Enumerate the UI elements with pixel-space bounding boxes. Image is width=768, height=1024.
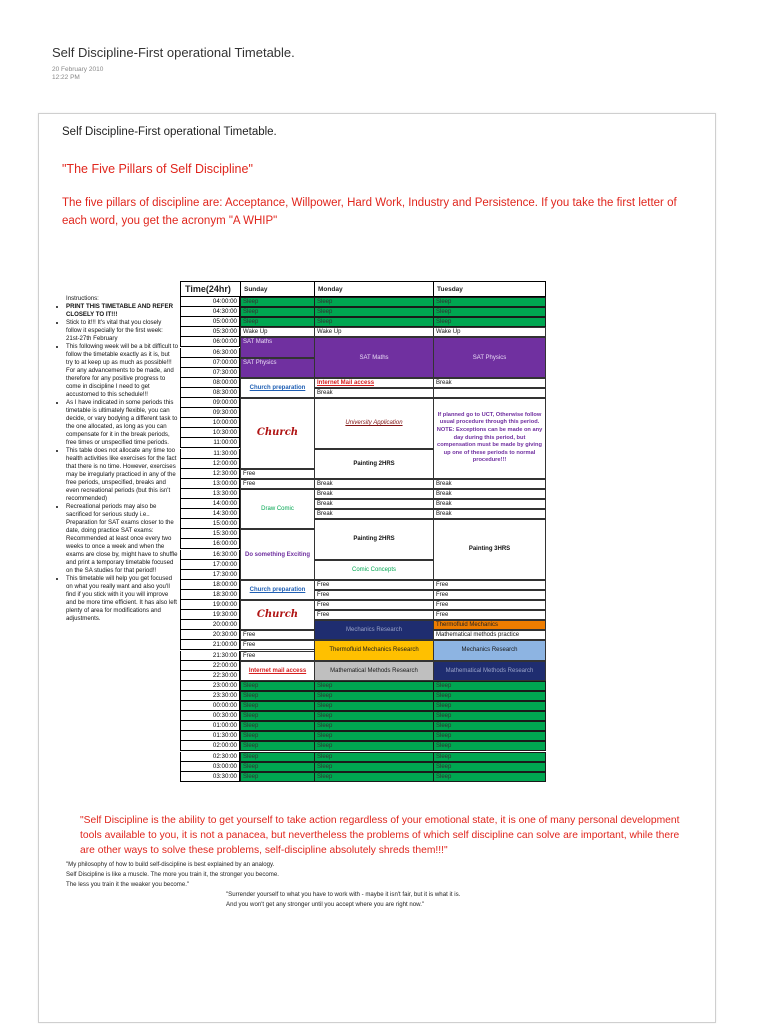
sleep-cell: Sleep xyxy=(240,681,315,691)
painting-cell xyxy=(433,519,546,580)
time-cell: 21:30:00 xyxy=(180,651,240,661)
sleep-cell: Sleep xyxy=(433,741,546,751)
time-cell: 15:30:00 xyxy=(180,529,240,539)
draw-comic-cell-label: Draw Comic xyxy=(261,506,294,513)
church-cell-label: Church xyxy=(256,609,299,621)
sleep-cell: Sleep xyxy=(314,731,434,741)
sleep-cell: Sleep xyxy=(314,721,434,731)
header-time: Time(24hr) xyxy=(180,281,240,297)
free-cell: Free xyxy=(433,600,546,610)
time-cell: 22:00:00 xyxy=(180,661,240,671)
sleep-cell: Sleep xyxy=(433,762,546,772)
instruction-item: • PRINT THIS TIMETABLE AND REFER CLOSELY TO IT!!! xyxy=(66,303,178,319)
time-cell: 07:30:00 xyxy=(180,368,240,378)
sleep-cell: Sleep xyxy=(433,711,546,721)
philosophy-quote xyxy=(66,860,466,890)
sleep-cell: Sleep xyxy=(314,772,434,782)
free-cell: Free xyxy=(314,590,434,600)
time-cell: 10:30:00 xyxy=(180,428,240,438)
instruction-item: • This timetable will help you get focused on what you really want and also you'll find if you stick with it you will improve and be more time efficient. It has also left plenty of area for modifications and adjustments. xyxy=(66,575,178,623)
sat-physics-cell: SAT Physics xyxy=(433,337,546,377)
page-date: 20 February 2010 xyxy=(52,66,104,73)
free-cell: Free xyxy=(240,479,315,489)
sleep-cell: Sleep xyxy=(433,307,546,317)
sleep-cell: Sleep xyxy=(314,762,434,772)
do-something-cell-label: Do something Exciting xyxy=(244,551,310,558)
break-cell: Break xyxy=(314,489,434,499)
sleep-cell: Sleep xyxy=(433,701,546,711)
sleep-cell: Sleep xyxy=(314,681,434,691)
header-sunday: Sunday xyxy=(240,281,315,297)
sleep-cell: Sleep xyxy=(240,762,315,772)
sleep-cell: Sleep xyxy=(433,681,546,691)
break-cell: Break xyxy=(433,489,546,499)
math-methods-practice-cell: Mathematical methods practice xyxy=(433,630,546,640)
mechanics-research-cell: Mechanics Research xyxy=(314,620,434,640)
time-cell: 11:00:00 xyxy=(180,438,240,448)
time-cell: 01:30:00 xyxy=(180,731,240,741)
sat-maths-cell: SAT Maths xyxy=(240,337,315,357)
time-cell: 09:30:00 xyxy=(180,408,240,418)
free-cell: Free xyxy=(314,600,434,610)
internet-mail-cell-label: Internet Mail access xyxy=(317,379,375,386)
sleep-cell: Sleep xyxy=(433,772,546,782)
thermofluid-research-cell: Thermofluid Mechanics Research xyxy=(314,640,434,660)
instruction-item: • Recreational periods may also be sacrificed for serious study i.e.. Preparation for SAT exams closer to the date, doing practice SAT exams: Recommended at least once every two weeks to once a week and when the exams are close by, might have to shuffle and print a temporary timetable focused on the SA studies for that period!! xyxy=(66,503,178,575)
wake-up-cell: Wake Up xyxy=(314,327,434,337)
sleep-cell: Sleep xyxy=(314,701,434,711)
sleep-cell: Sleep xyxy=(240,752,315,762)
painting-cell-label: Painting 2HRS xyxy=(353,460,395,467)
time-cell: 14:00:00 xyxy=(180,499,240,509)
sleep-cell: Sleep xyxy=(314,711,434,721)
do-something-cell xyxy=(240,529,315,580)
free-cell: Free xyxy=(314,580,434,590)
sleep-cell: Sleep xyxy=(433,752,546,762)
painting-cell-label: Painting 2HRS xyxy=(353,536,395,543)
sleep-cell: Sleep xyxy=(433,297,546,307)
time-cell: 20:30:00 xyxy=(180,630,240,640)
break-cell: Break xyxy=(433,509,546,519)
time-cell: 16:00:00 xyxy=(180,539,240,549)
time-cell: 16:30:00 xyxy=(180,550,240,560)
sleep-cell: Sleep xyxy=(314,752,434,762)
free-cell: Free xyxy=(314,610,434,620)
time-cell: 21:00:00 xyxy=(180,640,240,650)
time-cell: 19:00:00 xyxy=(180,600,240,610)
time-cell: 03:00:00 xyxy=(180,762,240,772)
break-cell: Break xyxy=(433,378,546,388)
page-title: Self Discipline-First operational Timetable. xyxy=(52,45,295,60)
time-cell: 11:30:00 xyxy=(180,449,240,459)
university-application-cell xyxy=(314,398,434,449)
math-methods-research-cell: Mathematical Methods Research xyxy=(314,661,434,681)
time-cell: 20:00:00 xyxy=(180,620,240,630)
free-cell: Free xyxy=(240,469,315,479)
empty-cell xyxy=(433,388,546,398)
internet-mail-cell xyxy=(314,378,434,388)
time-cell: 06:30:00 xyxy=(180,348,240,358)
sleep-cell: Sleep xyxy=(314,297,434,307)
church-preparation-cell xyxy=(240,378,315,398)
time-cell: 05:30:00 xyxy=(180,327,240,337)
time-cell: 17:00:00 xyxy=(180,560,240,570)
time-cell: 10:00:00 xyxy=(180,418,240,428)
church-cell xyxy=(240,398,315,469)
time-cell: 23:00:00 xyxy=(180,681,240,691)
church-cell xyxy=(240,600,315,630)
time-cell: 03:30:00 xyxy=(180,772,240,782)
sleep-cell: Sleep xyxy=(240,701,315,711)
free-cell: Free xyxy=(433,580,546,590)
instructions-heading: Instructions: xyxy=(66,295,99,302)
time-cell: 18:00:00 xyxy=(180,580,240,590)
comic-concepts-cell xyxy=(314,560,434,580)
internet-mail-cell xyxy=(240,661,315,681)
time-cell: 01:00:00 xyxy=(180,721,240,731)
time-cell: 06:00:00 xyxy=(180,337,240,347)
header-monday: Monday xyxy=(314,281,434,297)
time-cell: 05:00:00 xyxy=(180,317,240,327)
sat-physics-cell: SAT Physics xyxy=(240,358,315,378)
break-cell: Break xyxy=(314,509,434,519)
philosophy-line: "My philosophy of how to build self-discipline is best explained by an analogy. xyxy=(66,861,275,868)
time-cell: 04:30:00 xyxy=(180,307,240,317)
time-cell: 19:30:00 xyxy=(180,610,240,620)
surrender-quote xyxy=(226,890,686,910)
instructions xyxy=(50,295,178,623)
sleep-cell: Sleep xyxy=(314,307,434,317)
church-cell-label: Church xyxy=(256,427,299,439)
sleep-cell: Sleep xyxy=(433,721,546,731)
sleep-cell: Sleep xyxy=(433,731,546,741)
time-cell: 09:00:00 xyxy=(180,398,240,408)
self-discipline-quote: "Self Discipline is the ability to get yourself to take action regardless of your emotional state, it is one of many personal development tools available to you, it is not a panacea, but nevertheless the problems of which self discipline can solve are important, while there are other ways to solve these problems, self-discipline absolutely shreds them!!!" xyxy=(80,815,680,856)
instruction-item: • As I have indicated in some periods this timetable is ultimately flexible, you can decide, or vary bodying a different task to the one allocated, as long as you can compensate for it in the break periods, free times or unspecified time periods. xyxy=(66,399,178,447)
time-cell: 22:30:00 xyxy=(180,671,240,681)
time-cell: 15:00:00 xyxy=(180,519,240,529)
time-cell: 07:00:00 xyxy=(180,358,240,368)
church-preparation-cell-label: Church preparation xyxy=(249,384,306,391)
instruction-item: • This following week will be a bit difficult to follow the timetable exactly as it is, but try to at keep up as much as possible!!! For any advancements to be made, and therefore for any positive progress to come in discipline I need to get accustomed to this schedule!!! xyxy=(66,343,178,399)
sleep-cell: Sleep xyxy=(240,772,315,782)
internet-mail-cell-label: Internet mail access xyxy=(248,667,307,674)
sleep-cell: Sleep xyxy=(240,307,315,317)
painting-cell-label: Painting 3HRS xyxy=(468,546,511,553)
wake-up-cell: Wake Up xyxy=(240,327,315,337)
time-cell: 00:00:00 xyxy=(180,701,240,711)
break-cell: Break xyxy=(314,388,434,398)
document-title: Self Discipline-First operational Timetable. xyxy=(62,126,277,138)
university-application-cell-label: University Application xyxy=(345,420,403,427)
sleep-cell: Sleep xyxy=(314,691,434,701)
time-cell: 14:30:00 xyxy=(180,509,240,519)
instruction-item: • Stick to it!!! It's vital that you closely follow it especially for the first week: 21st-27th February xyxy=(66,319,178,343)
sleep-cell: Sleep xyxy=(240,721,315,731)
thermofluid-mechanics-cell: Thermofluid Mechanics xyxy=(433,620,546,630)
break-cell: Break xyxy=(433,479,546,489)
uct-note-cell-label: If planned go to UCT, Otherwise follow usual procedure through this period. NOTE: Exceptions can be made on any day during this period, but compensation must be made by giving up one of these periods to normal procedure!!! xyxy=(436,411,543,464)
time-cell: 08:00:00 xyxy=(180,378,240,388)
draw-comic-cell xyxy=(240,489,315,529)
church-preparation-cell-label: Church preparation xyxy=(249,586,306,593)
time-cell: 12:30:00 xyxy=(180,469,240,479)
pillars-heading: "The Five Pillars of Self Discipline" xyxy=(62,162,253,176)
painting-cell xyxy=(314,449,434,479)
instructions-list xyxy=(50,303,178,623)
sleep-cell: Sleep xyxy=(240,317,315,327)
break-cell: Break xyxy=(433,499,546,509)
sleep-cell: Sleep xyxy=(240,711,315,721)
free-cell: Free xyxy=(433,590,546,600)
time-cell: 17:30:00 xyxy=(180,570,240,580)
pillars-intro: The five pillars of discipline are: Acceptance, Willpower, Hard Work, Industry and Persistence. If you take the first letter of each word, you get the acronym "A WHIP" xyxy=(62,197,677,227)
time-cell: 00:30:00 xyxy=(180,711,240,721)
page-meta xyxy=(52,66,103,82)
sleep-cell: Sleep xyxy=(433,317,546,327)
sleep-cell: Sleep xyxy=(433,691,546,701)
free-cell: Free xyxy=(240,640,315,650)
sleep-cell: Sleep xyxy=(240,731,315,741)
page-time: 12:22 PM xyxy=(52,74,80,81)
sleep-cell: Sleep xyxy=(240,741,315,751)
philosophy-line: The less you train it the weaker you become." xyxy=(66,881,190,888)
wake-up-cell: Wake Up xyxy=(433,327,546,337)
time-cell: 13:30:00 xyxy=(180,489,240,499)
philosophy-line: Self Discipline is like a muscle. The more you train it, the stronger you become. xyxy=(66,871,279,878)
header-tuesday: Tuesday xyxy=(433,281,546,297)
comic-concepts-cell-label: Comic Concepts xyxy=(351,566,396,573)
sleep-cell: Sleep xyxy=(314,741,434,751)
math-methods-research-cell: Mathematical Methods Research xyxy=(433,661,546,681)
time-cell: 02:00:00 xyxy=(180,741,240,751)
instruction-item: • This table does not allocate any time too health activities like exercises for the fact that there is no time. However, exercises may be irregularly practiced in any of the free periods, unspecified, breaks and even recreational periods (but this isn't recommended) xyxy=(66,447,178,503)
free-cell: Free xyxy=(240,651,315,661)
free-cell: Free xyxy=(433,610,546,620)
sleep-cell: Sleep xyxy=(240,297,315,307)
painting-cell xyxy=(314,519,434,559)
free-cell: Free xyxy=(240,630,315,640)
surrender-line: And you won't get any stronger until you accept where you are right now." xyxy=(226,901,425,908)
sleep-cell: Sleep xyxy=(314,317,434,327)
timetable xyxy=(180,281,546,804)
time-cell: 18:30:00 xyxy=(180,590,240,600)
time-cell: 23:30:00 xyxy=(180,691,240,701)
break-cell: Break xyxy=(314,479,434,489)
time-cell: 04:00:00 xyxy=(180,297,240,307)
sat-maths-cell: SAT Maths xyxy=(314,337,434,377)
time-cell: 13:00:00 xyxy=(180,479,240,489)
break-cell: Break xyxy=(314,499,434,509)
time-cell: 02:30:00 xyxy=(180,752,240,762)
sleep-cell: Sleep xyxy=(240,691,315,701)
church-preparation-cell xyxy=(240,580,315,600)
mechanics-research-cell: Mechanics Research xyxy=(433,640,546,660)
time-cell: 12:00:00 xyxy=(180,459,240,469)
uct-note-cell xyxy=(433,398,546,479)
time-cell: 08:30:00 xyxy=(180,388,240,398)
surrender-line: "Surrender yourself to what you have to work with - maybe it isn't fair, but it is what it is. xyxy=(226,891,461,898)
